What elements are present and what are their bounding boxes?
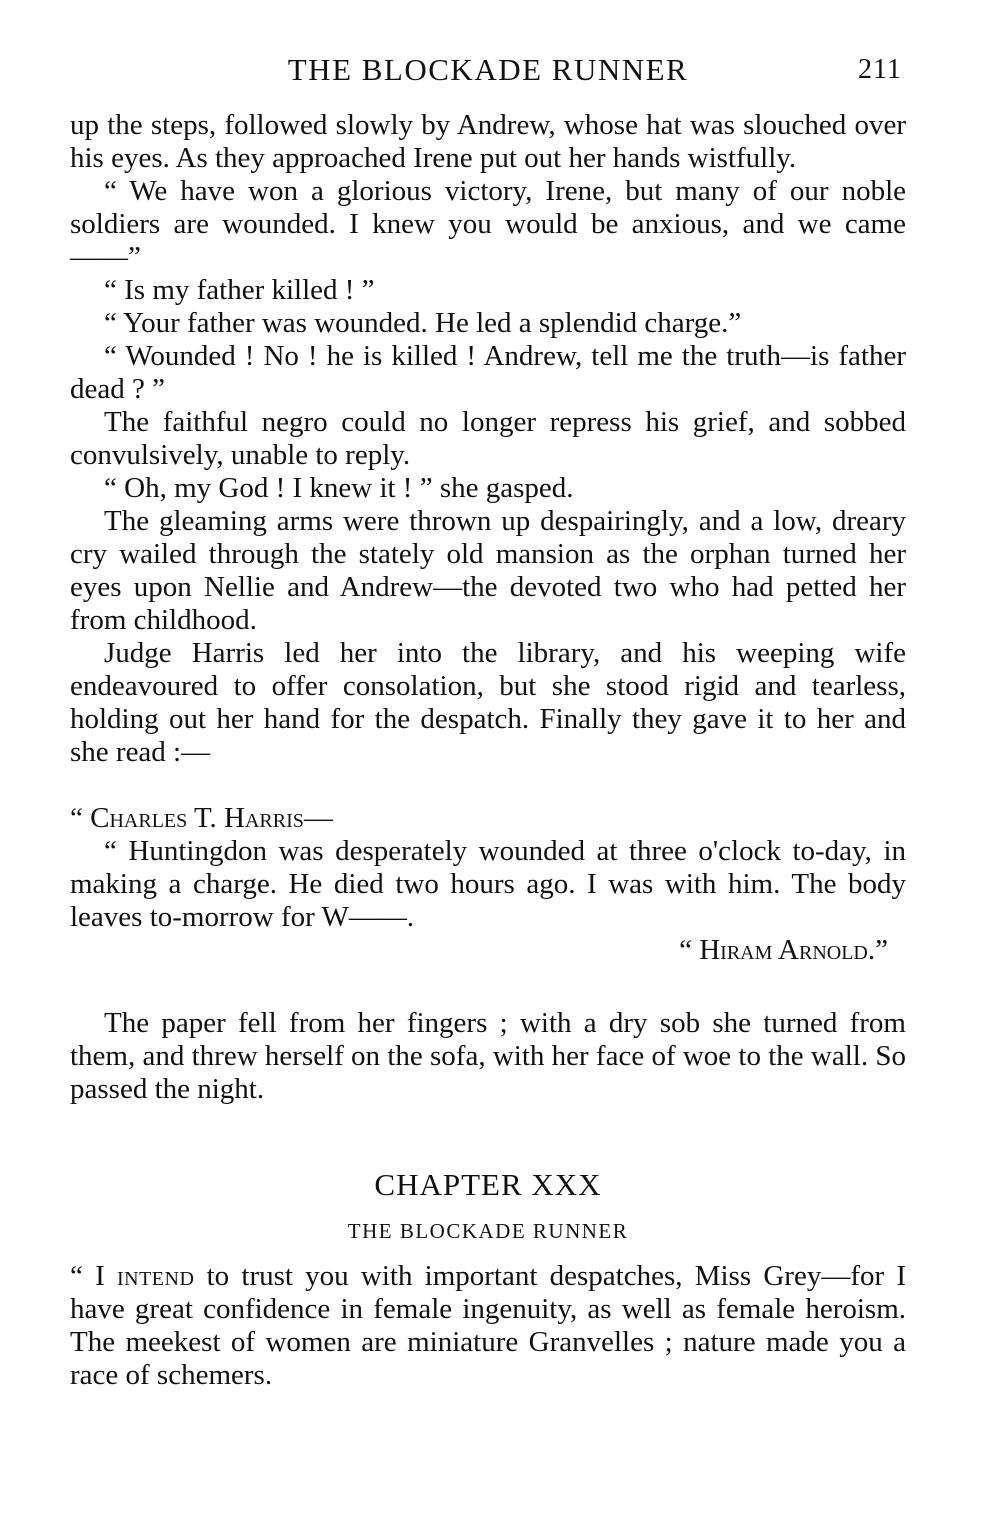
paragraph-dialogue: “ Your father was wounded. He led a splendid charge.”: [104, 307, 742, 339]
body-text: [70, 109, 906, 1392]
opening-small-caps: intend: [116, 1260, 195, 1292]
page-number: 211: [858, 54, 902, 85]
chapter-opening-paragraph: [70, 1260, 906, 1392]
paragraph-narration: The gleaming arms were thrown up despairingly, and a low, dreary cry wailed through the stately old mansion as the orphan turned her eyes upon Nellie and Andrew—the devoted two who had petted her from childhood.: [70, 505, 906, 636]
spacer: [70, 1106, 906, 1168]
spacer: [70, 769, 906, 802]
paragraph-dialogue: “ Oh, my God ! I knew it ! ” she gasped.: [104, 472, 574, 504]
spacer: [70, 967, 906, 1007]
despatch-addressee: “ Charles T. Harris—: [70, 802, 333, 834]
opening-rest: to trust you with important despatches, Miss Grey—for I have great confidence in female ingenuity, as well as female heroism. The meekest of women are miniature Granvelles ; nature made you a race of schemers.: [70, 1260, 907, 1391]
running-head: [70, 52, 906, 96]
opening-quote: “ I: [70, 1260, 105, 1292]
paragraph-narration: Judge Harris led her into the library, and his weeping wife endeavoured to offer consolation, but she stood rigid and tearless, holding out her hand for the despatch. Finally they gave it to her and she read :—: [70, 637, 906, 768]
paragraph-narration: The faithful negro could no longer repress his grief, and sobbed convulsively, unable to reply.: [70, 406, 906, 471]
chapter-title: CHAPTER XXX: [374, 1167, 602, 1202]
paragraph-dialogue: “ Wounded ! No ! he is killed ! Andrew, tell me the truth—is father dead ? ”: [70, 340, 906, 405]
chapter-subtitle: THE BLOCKADE RUNNER: [347, 1219, 629, 1243]
paragraph-narration: The paper fell from her fingers ; with a dry sob she turned from them, and threw herself on the sofa, with her face of woe to the wall. So passed the night.: [70, 1007, 906, 1105]
paragraph-dialogue: “ We have won a glorious victory, Irene, but many of our noble soldiers are wounded. I knew you would be anxious, and we came——”: [70, 175, 906, 273]
despatch-body: “ Huntingdon was desperately wounded at three o'clock to-day, in making a charge. He died two hours ago. I was with him. The body leaves to-morrow for W——.: [70, 835, 906, 933]
running-title: THE BLOCKADE RUNNER: [287, 52, 689, 87]
despatch-signature: “ Hiram Arnold.”: [679, 934, 888, 966]
paragraph-continuation: up the steps, followed slowly by Andrew, whose hat was slouched over his eyes. As they approached Irene put out her hands wistfully.: [70, 109, 906, 174]
paragraph-dialogue: “ Is my father killed ! ”: [104, 274, 375, 306]
